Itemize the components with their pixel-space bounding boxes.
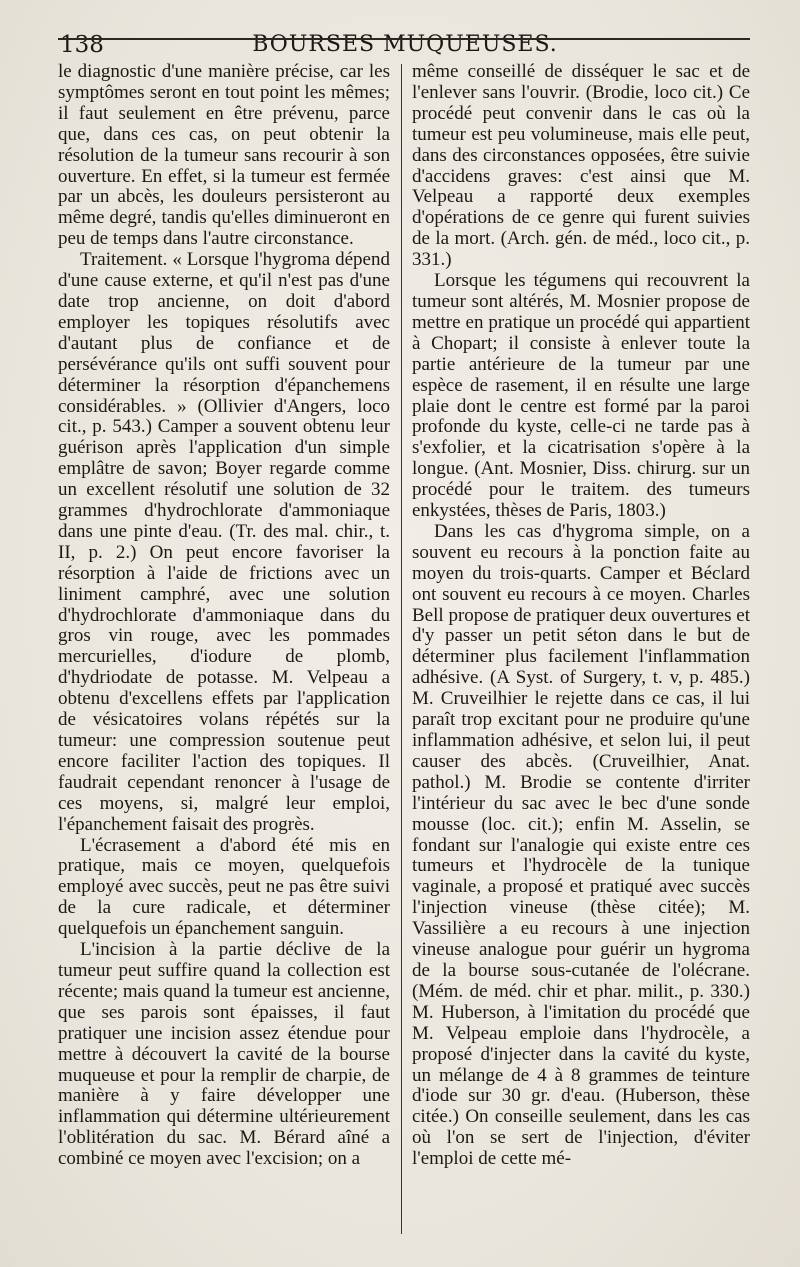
paragraph: L'écrasement a d'abord été mis en pratique, mais ce moyen, quelquefois employé avec succès, peut ne pas être suivi de la cure radicale, et déterminer quelquefois un épanchement sanguin. (58, 834, 390, 940)
left-column (58, 62, 390, 1247)
paragraph: L'incision à la partie déclive de la tumeur peut suffire quand la collection est récente; mais quand la tumeur est ancienne, que ses parois sont épaisses, il faut pratiquer une incision assez étendue pour mettre à découvert la cavité de la bourse muqueuse et pour la remplir de charpie, de manière à y faire développer une inflammation qui détermine ultérieurement l'oblitération du sac. M. Bérard aîné a combiné ce moyen avec l'excision; on a (58, 939, 390, 1170)
right-column (412, 62, 750, 1247)
paragraph: Traitement. « Lorsque l'hygroma dépend d'une cause externe, et qu'il n'est pas d'une date trop ancienne, on doit d'abord employer les topiques résolutifs avec d'autant plus de confiance et de persévérance qu'ils ont suffi souvent pour déterminer la résorption d'épanchemens considérables. » (Ollivier d'Angers, loco cit., p. 543.) Camper a souvent obtenu leur guérison après l'application d'un simple emplâtre de savon; Boyer regarde comme un excellent résolutif une solution de 32 grammes d'hydrochlorate d'ammoniaque dans une pinte d'eau. (Tr. des mal. chir., t. II, p. 2.) On peut encore favoriser la résorption à l'aide de frictions avec un liniment camphré, avec une solution d'hydrochlorate d'ammoniaque dans du gros vin rouge, avec les pommades mercurielles, d'iodure de plomb, d'hydriodate de potasse. M. Velpeau a obtenu d'excellens effets par l'application de vésicatoires volans répétés sur la tumeur: une compression soutenue peut encore faciliter l'action des topiques. Il faudrait cependant renoncer à l'usage de ces moyens, si, malgré leur emploi, l'épanchement faisait des progrès. (58, 249, 390, 835)
header-rule (58, 38, 750, 40)
page-header (60, 30, 750, 64)
running-title: BOURSES MUQUEUSES. (252, 32, 558, 57)
paragraph: Dans les cas d'hygroma simple, on a souvent eu recours à la ponction faite au moyen du trois-quarts. Camper et Béclard ont souvent eu recours à ce moyen. Charles Bell propose de pratiquer deux ouvertures et d'y passer un petit séton dans le but de déterminer plus facilement l'inflammation adhésive. (A Syst. of Surgery, t. v, p. 485.) M. Cruveilhier le rejette dans ce cas, il lui paraît trop excitant pour ne produire qu'une inflammation adhésive, et selon lui, il peut causer des abcès. (Cruveilhier, Anat. pathol.) M. Brodie se contente d'irriter l'intérieur du sac avec le bec d'une sonde mousse (loc. cit.); enfin M. Asselin, se fondant sur l'analogie qui existe entre ces tumeurs et l'hydrocèle de la tunique vaginale, a proposé et pratiqué avec succès l'injection vineuse (thèse citée); M. Vassilière a eu recours à une injection vineuse analogue pour guérir un hygroma de la bourse sous-cutanée de l'olécrane. (Mém. de méd. chir et phar. milit., p. 330.) M. Huberson, à l'imitation du procédé que M. Velpeau emploie dans l'hydrocèle, a proposé d'injecter dans la cavité du kyste, un mélange de 4 à 8 grammes de teinture d'iode sur 30 gr. d'eau. (Huberson, thèse citée.) On conseille seulement, dans les cas où l'on se sert de l'injection, d'éviter l'emploi de cette mé- (412, 520, 750, 1170)
page-number: 138 (60, 32, 104, 58)
paragraph: même conseillé de disséquer le sac et de l'enlever sans l'ouvrir. (Brodie, loco cit.) Ce procédé peut convenir dans le cas où la tumeur est peu volumineuse, mais elle peut, dans des circonstances opposées, être suivie d'accidens graves: c'est ainsi que M. Velpeau a rapporté deux exemples d'opérations de ce genre qui furent suivies de la mort. (Arch. gén. de méd., loco cit., p. 331.) (412, 62, 750, 271)
column-divider (401, 64, 402, 1234)
paragraph: Lorsque les tégumens qui recouvrent la tumeur sont altérés, M. Mosnier propose de mettre en pratique un procédé qui appartient à Chopart; il consiste à enlever toute la partie antérieure de la tumeur par une espèce de rasement, il en résulte une large plaie dont le centre est formé par la paroi profonde du kyste, celle-ci ne tarde pas à s'exfolier, et la cicatrisation s'opère à la longue. (Ant. Mosnier, Diss. chirurg. sur un procédé pour le traitem. des tumeurs enkystées, thèses de Paris, 1803.) (412, 270, 750, 522)
paragraph: le diagnostic d'une manière précise, car les symptômes seront en tout point les mêmes; il faut seulement en être prévenu, parce que, dans ces cas, on peut obtenir la résolution de la tumeur sans recourir à son ouverture. En effet, si la tumeur est fermée par un abcès, les douleurs persisteront au même degré, tandis qu'elles diminueront en peu de temps dans l'autre circonstance. (58, 62, 390, 250)
